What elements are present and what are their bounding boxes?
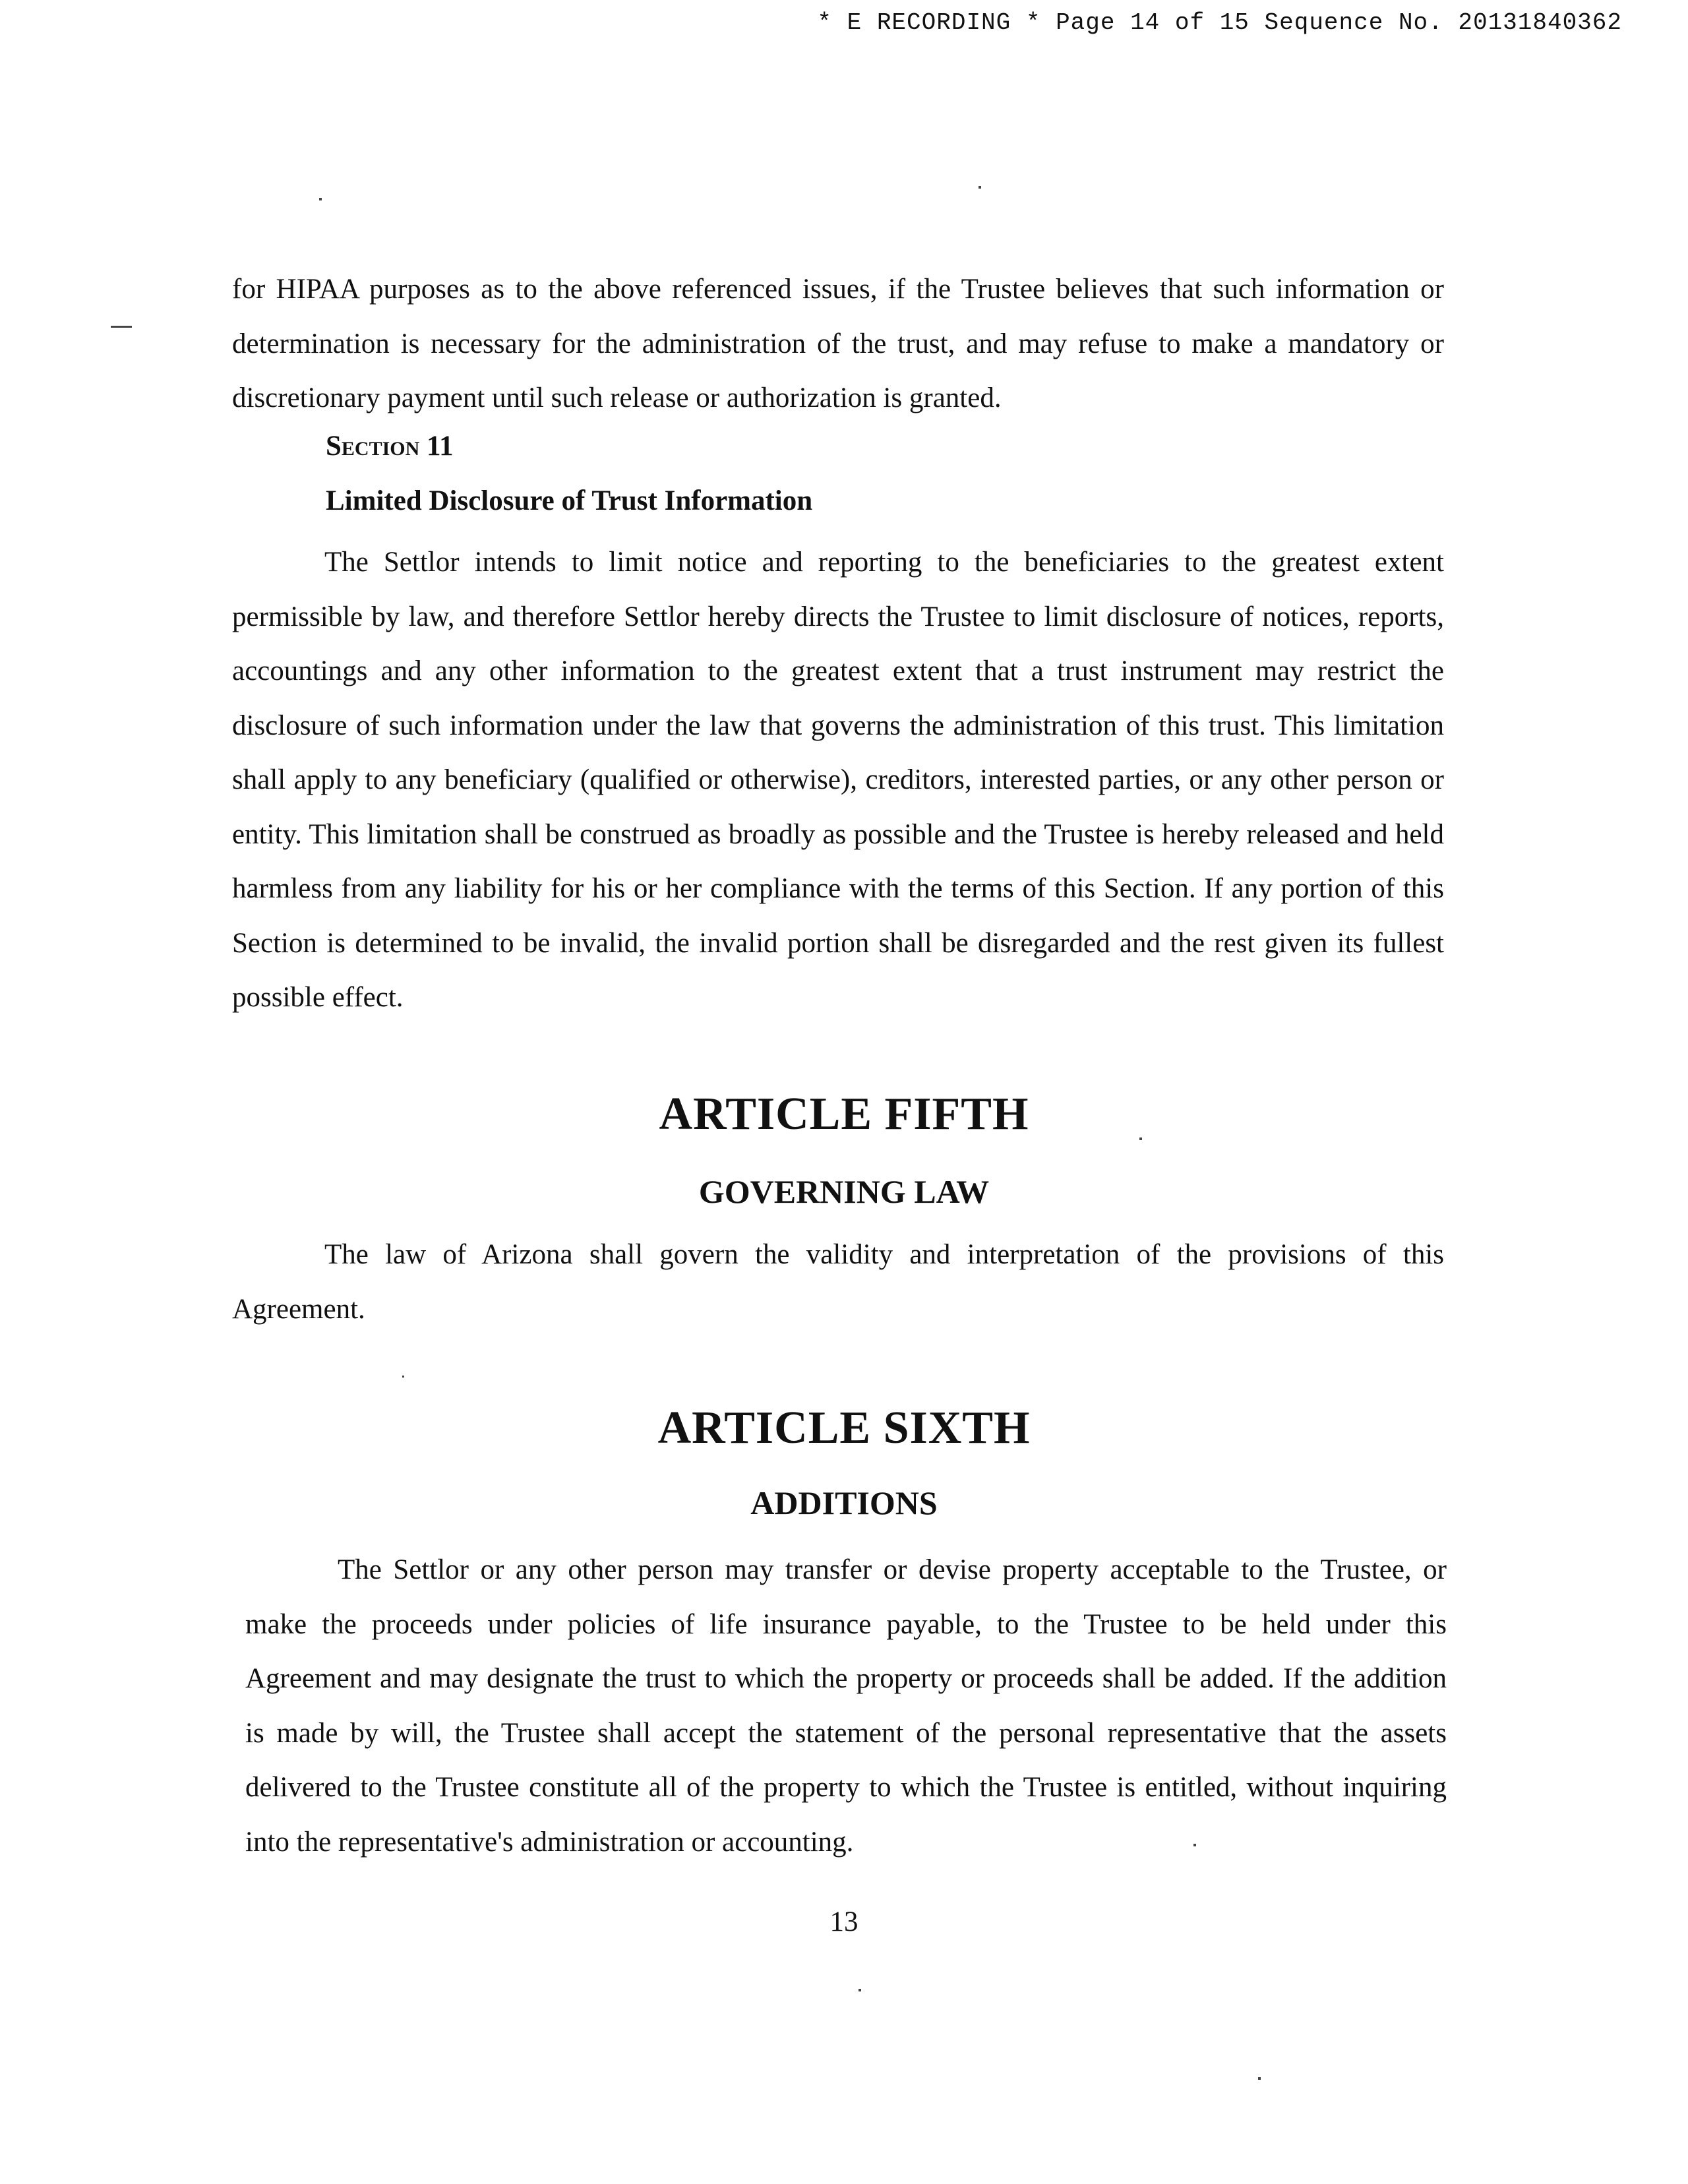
continuation-text: for HIPAA purposes as to the above referenced issues, if the Trustee believes that such information or determination is necessary for the administration of the trust, and may refuse to make a mandatory or discretionary payment until such release or authorization is granted. bbox=[232, 274, 1444, 413]
section-11-title: Limited Disclosure of Trust Information bbox=[326, 485, 813, 516]
recording-header: * E RECORDING * Page 14 of 15 Sequence No. 20131840362 bbox=[817, 9, 1622, 36]
article-fifth-paragraph bbox=[232, 1228, 1444, 1337]
scan-speck bbox=[1258, 2077, 1261, 2080]
article-fifth-text: The law of Arizona shall govern the validity and interpretation of the provisions of this Agreement. bbox=[232, 1239, 1444, 1325]
article-sixth-subtitle: ADDITIONS bbox=[750, 1484, 938, 1521]
continuation-paragraph bbox=[232, 262, 1444, 426]
scan-speck bbox=[859, 1989, 861, 1991]
page-number: 13 bbox=[829, 1906, 859, 1937]
article-sixth-title: ARTICLE SIXTH bbox=[657, 1403, 1031, 1453]
article-sixth-text: The Settlor or any other person may transfer or devise property acceptable to the Trustee, or make the proceeds under policies of life insurance payable, to the Trustee to be held under this Agreement and may designate the trust to which the property or proceeds shall be added. If the addition is made by will, the Trustee shall accept the statement of the personal representative that the assets delivered to the Trustee constitute all of the property to which the Trustee is entitled, without inquiring into the representative's administration or accounting. bbox=[245, 1554, 1447, 1858]
section-11-paragraph bbox=[232, 535, 1444, 1025]
article-sixth-paragraph bbox=[245, 1543, 1447, 1869]
article-fifth-title: ARTICLE FIFTH bbox=[659, 1089, 1029, 1139]
scan-speck bbox=[402, 1376, 404, 1378]
scan-speck bbox=[319, 198, 322, 200]
section-11-label: Section 11 bbox=[326, 431, 454, 462]
scan-mark bbox=[111, 326, 132, 328]
article-fifth-subtitle: GOVERNING LAW bbox=[698, 1173, 990, 1210]
section-11-text: The Settlor intends to limit notice and reporting to the beneficiaries to the greatest extent permissible by law, and therefore Settlor hereby directs the Trustee to limit disclosure of notices, reports, accountings and any other information to the greatest extent that a trust instrument may restrict the disclosure of such information under the law that governs the administration of this trust. This limitation shall apply to any beneficiary (qualified or otherwise), creditors, interested parties, or any other person or entity. This limitation shall be construed as broadly as possible and the Trustee is hereby released and held harmless from any liability for his or her compliance with the terms of this Section. If any portion of this Section is determined to be invalid, the invalid portion shall be disregarded and the rest given its fullest possible effect. bbox=[232, 547, 1444, 1013]
scan-speck bbox=[979, 186, 981, 189]
